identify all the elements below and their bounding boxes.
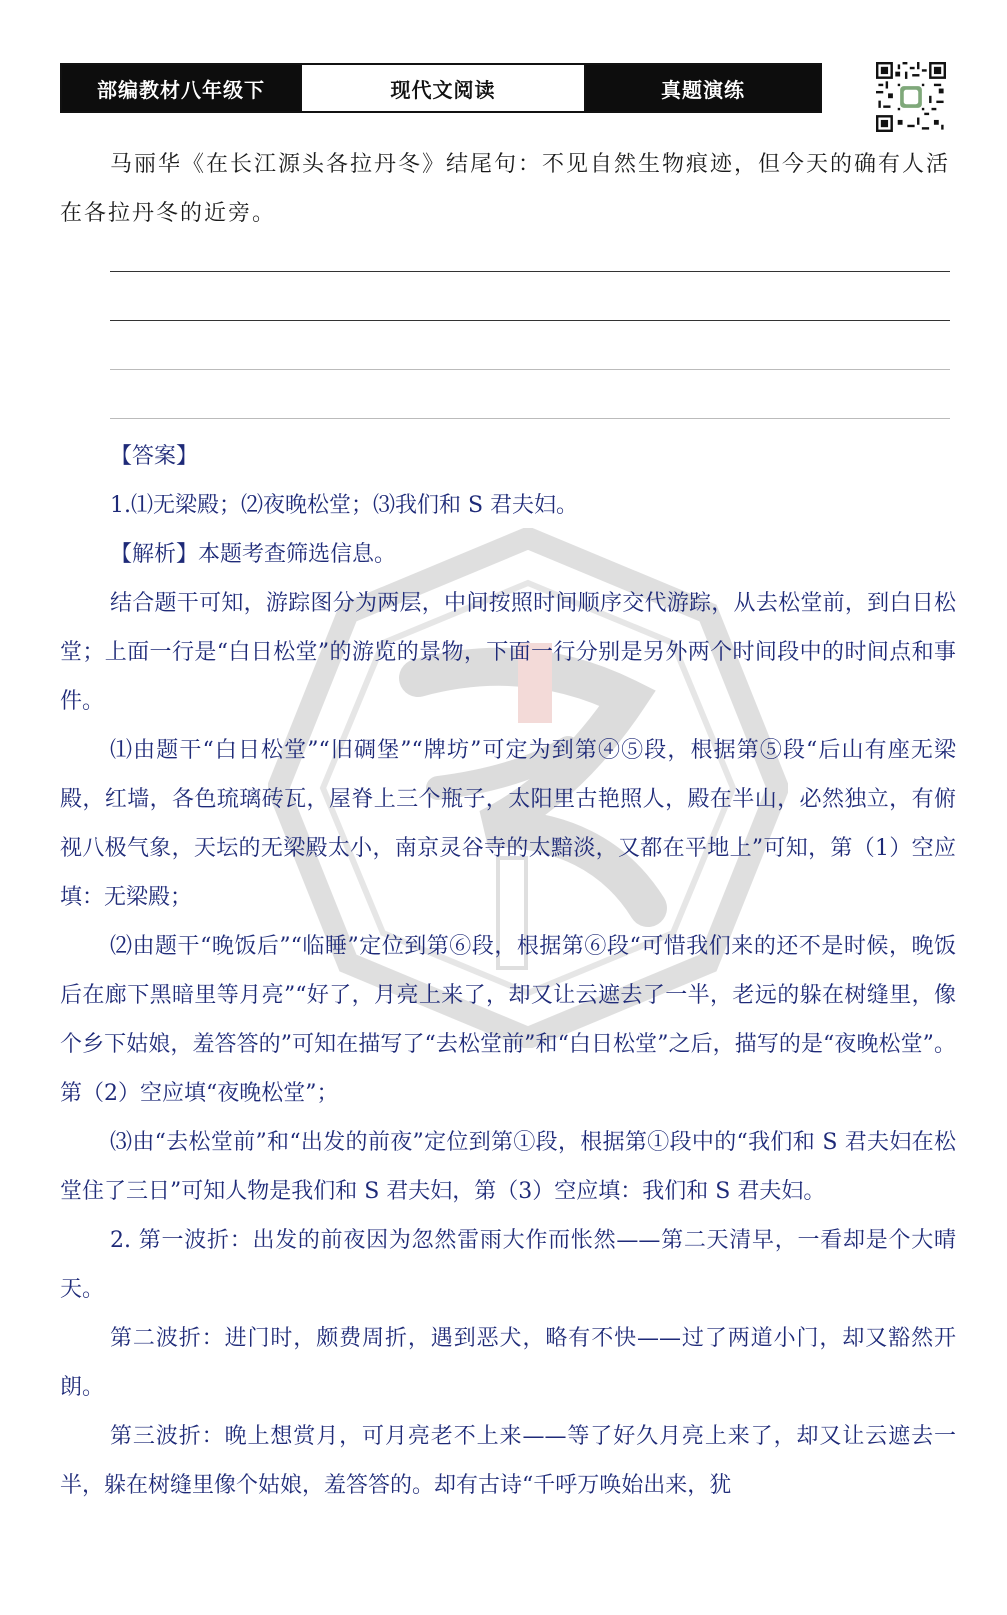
paragraph: 结合题干可知，游踪图分为两层，中间按照时间顺序交代游踪，从去松堂前，到白日松堂；上面一行是“白日松堂”的游览的景物，下面一行分别是另外两个时间段中的时间点和事件。 xyxy=(60,591,956,714)
answer-line[interactable] xyxy=(110,369,950,370)
answer-line[interactable] xyxy=(110,418,950,419)
paragraph: ⑴由题干“白日松堂”“旧碉堡”“牌坊”可定为到第④⑤段，根据第⑤段“后山有座无梁殿，红墙，各色琉璃砖瓦，屋脊上三个瓶子，太阳里古艳照人，殿在半山，必然独立，有俯视八极气象，天坛的无梁殿太小，南京灵谷寺的太黯淡，又都在平地上”可知，第（1）空应填：无梁殿； xyxy=(60,738,956,910)
paragraph: ⑶由“去松堂前”和“出发的前夜”定位到第①段，根据第①段中的“我们和 S 君夫妇在松堂住了三日”可知人物是我们和 S 君夫妇，第（3）空应填：我们和 S 君夫妇。 xyxy=(60,1130,956,1204)
paragraph: 2. 第一波折：出发的前夜因为忽然雷雨大作而怅然——第二天清早，一看却是个大晴天。 xyxy=(60,1228,956,1302)
header-section-label: 现代文阅读 xyxy=(300,65,586,111)
paragraph: 第三波折：晚上想赏月，可月亮老不上来——等了好久月亮上来了，却又让云遮去一半，躲在树缝里像个姑娘，羞答答的。却有古诗“千呼万唤始出来，犹 xyxy=(60,1424,956,1498)
analysis-line xyxy=(60,530,956,579)
question-text: 马丽华《在长江源头各拉丹冬》结尾句：不见自然生物痕迹，但今天的确有人活在各拉丹冬的近旁。 xyxy=(60,152,951,226)
answer-1: 1.⑴无梁殿；⑵夜晚松堂；⑶我们和 S 君夫妇。 xyxy=(110,493,579,518)
paragraph: ⑵由题干“晚饭后”“临睡”定位到第⑥段，根据第⑥段“可惜我们来的还不是时候，晚饭后在廊下黑暗里等月亮”“好了，月亮上来了，却又让云遮去了一半，老远的躲在树缝里，像个乡下姑娘，羞答答的”可知在描写了“去松堂前”和“白日松堂”之后，描写的是“夜晚松堂”。第（2）空应填“夜晚松堂”； xyxy=(60,934,956,1106)
answer-heading: 【答案】 xyxy=(110,444,199,469)
answer-line[interactable] xyxy=(110,320,950,321)
paragraph: 第二波折：进门时，颇费周折，遇到恶犬，略有不快——过了两道小门，却又豁然开朗。 xyxy=(60,1326,956,1400)
analysis-intro: 本题考查筛选信息。 xyxy=(198,542,397,567)
answer-line[interactable] xyxy=(110,271,950,272)
analysis-tag: 【解析】 xyxy=(110,542,199,567)
header-practice-label: 真题演练 xyxy=(586,65,820,111)
header-bar xyxy=(60,63,822,113)
qr-code-icon[interactable] xyxy=(876,62,946,132)
header-textbook-label: 部编教材八年级下 xyxy=(62,65,300,111)
answer-content xyxy=(60,432,956,1510)
